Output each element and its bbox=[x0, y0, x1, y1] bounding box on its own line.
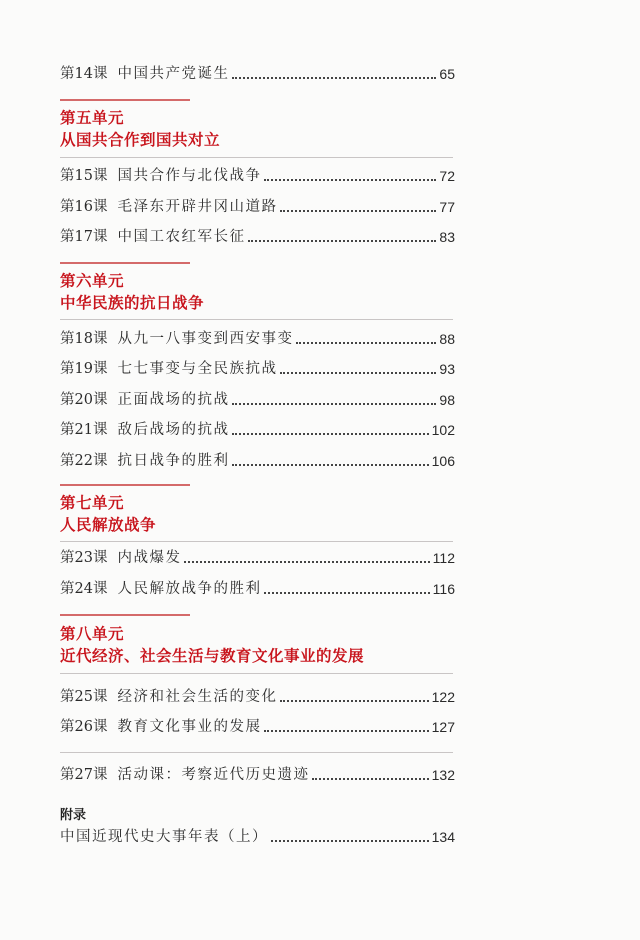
unit-7-title: 人民解放战争 bbox=[60, 515, 157, 534]
page-number: 112 bbox=[432, 550, 455, 566]
toc-entry-lesson-25[interactable] bbox=[60, 686, 455, 708]
unit-divider bbox=[60, 484, 190, 486]
appendix-title: 中国近现代史大事年表（上） bbox=[60, 829, 268, 845]
dot-leader bbox=[232, 464, 428, 466]
lesson-title: 内战爆发 bbox=[117, 550, 182, 566]
dot-leader bbox=[232, 433, 428, 435]
dot-leader bbox=[280, 372, 436, 374]
lesson-title: 正面战场的抗战 bbox=[117, 392, 230, 408]
dot-leader bbox=[232, 77, 436, 79]
unit-divider bbox=[60, 614, 190, 616]
page-number: 93 bbox=[439, 361, 455, 377]
lesson-number: 第27课 bbox=[60, 767, 108, 783]
lesson-title: 从九一八事变到西安事变 bbox=[117, 331, 294, 347]
dot-leader bbox=[296, 342, 436, 344]
unit-5-title: 从国共合作到国共对立 bbox=[60, 130, 221, 149]
dot-leader bbox=[280, 210, 436, 212]
toc-entry-lesson-15[interactable] bbox=[60, 165, 455, 187]
lesson-title: 中国工农红军长征 bbox=[117, 229, 246, 245]
lesson-number: 第22课 bbox=[60, 453, 108, 469]
dot-leader bbox=[248, 240, 436, 242]
page-number: 102 bbox=[431, 422, 455, 438]
unit-divider bbox=[60, 262, 190, 264]
toc-entry-lesson-21[interactable] bbox=[60, 419, 455, 441]
toc-entry-lesson-22[interactable] bbox=[60, 450, 455, 472]
unit-6-label: 第六单元 bbox=[60, 271, 125, 290]
toc-entry-lesson-20[interactable] bbox=[60, 389, 455, 411]
section-rule bbox=[60, 157, 453, 158]
toc-entry-lesson-14[interactable] bbox=[60, 63, 455, 85]
dot-leader bbox=[271, 840, 429, 842]
page-number: 122 bbox=[431, 689, 455, 705]
lesson-number: 第24课 bbox=[60, 581, 108, 597]
lesson-number: 第25课 bbox=[60, 689, 108, 705]
toc-entry-lesson-16[interactable] bbox=[60, 196, 455, 218]
unit-8-label: 第八单元 bbox=[60, 624, 125, 643]
lesson-title: 敌后战场的抗战 bbox=[117, 422, 230, 438]
lesson-title: 毛泽东开辟井冈山道路 bbox=[117, 199, 278, 215]
lesson-title: 七七事变与全民族抗战 bbox=[117, 361, 278, 377]
toc-entry-lesson-23[interactable] bbox=[60, 547, 455, 569]
toc-entry-lesson-17[interactable] bbox=[60, 226, 455, 248]
lesson-number: 第19课 bbox=[60, 361, 108, 377]
section-rule bbox=[60, 541, 453, 542]
page-number: 134 bbox=[431, 829, 455, 845]
dot-leader bbox=[232, 403, 436, 405]
dot-leader bbox=[280, 700, 428, 702]
dot-leader bbox=[184, 561, 429, 563]
unit-8-title: 近代经济、社会生活与教育文化事业的发展 bbox=[60, 646, 365, 665]
dot-leader bbox=[264, 592, 429, 594]
lesson-number: 第23课 bbox=[60, 550, 108, 566]
page-number: 83 bbox=[439, 229, 455, 245]
lesson-number: 第18课 bbox=[60, 331, 108, 347]
lesson-number: 第17课 bbox=[60, 229, 108, 245]
page-number: 88 bbox=[439, 331, 455, 347]
toc-entry-lesson-19[interactable] bbox=[60, 358, 455, 380]
toc-entry-lesson-18[interactable] bbox=[60, 328, 455, 350]
page-number: 127 bbox=[431, 719, 455, 735]
lesson-number: 第16课 bbox=[60, 199, 108, 215]
lesson-number: 第15课 bbox=[60, 168, 108, 184]
lesson-number: 第14课 bbox=[60, 66, 108, 82]
page-number: 132 bbox=[431, 767, 455, 783]
lesson-title: 活动课：考察近代历史遗迹 bbox=[117, 767, 310, 783]
lesson-title: 中国共产党诞生 bbox=[117, 66, 230, 82]
lesson-number: 第21课 bbox=[60, 422, 108, 438]
page-number: 72 bbox=[439, 168, 455, 184]
unit-divider bbox=[60, 99, 190, 101]
unit-6-title: 中华民族的抗日战争 bbox=[60, 293, 205, 312]
page-number: 65 bbox=[439, 66, 455, 82]
section-rule bbox=[60, 673, 453, 674]
lesson-number: 第20课 bbox=[60, 392, 108, 408]
lesson-title: 抗日战争的胜利 bbox=[117, 453, 230, 469]
lesson-title: 经济和社会生活的变化 bbox=[117, 689, 278, 705]
section-rule bbox=[60, 319, 453, 320]
toc-entry-lesson-24[interactable] bbox=[60, 578, 455, 600]
lesson-title: 国共合作与北伐战争 bbox=[117, 168, 262, 184]
unit-7-label: 第七单元 bbox=[60, 493, 125, 512]
dot-leader bbox=[312, 778, 428, 780]
page-number: 77 bbox=[439, 199, 455, 215]
section-rule bbox=[60, 752, 453, 753]
appendix-label: 附录 bbox=[60, 808, 87, 823]
lesson-title: 人民解放战争的胜利 bbox=[117, 581, 262, 597]
toc-entry-lesson-27[interactable] bbox=[60, 764, 455, 786]
lesson-number: 第26课 bbox=[60, 719, 108, 735]
lesson-title: 教育文化事业的发展 bbox=[117, 719, 262, 735]
toc-entry-lesson-26[interactable] bbox=[60, 716, 455, 738]
unit-5-label: 第五单元 bbox=[60, 108, 125, 127]
toc-entry-appendix[interactable] bbox=[60, 826, 455, 848]
dot-leader bbox=[264, 179, 436, 181]
page-number: 98 bbox=[439, 392, 455, 408]
dot-leader bbox=[264, 730, 428, 732]
page-number: 106 bbox=[431, 453, 455, 469]
page-number: 116 bbox=[432, 581, 455, 597]
